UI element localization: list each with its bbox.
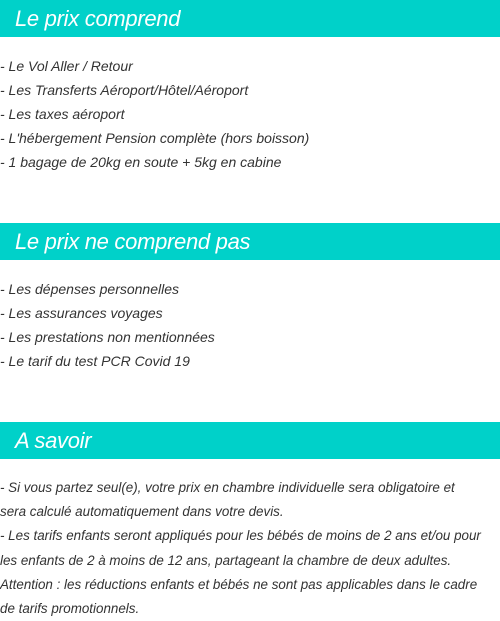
list-item: - Les taxes aéroport — [0, 106, 125, 122]
section-title: A savoir — [15, 427, 92, 453]
section-header-good-to-know — [0, 422, 500, 459]
text-line: les enfants de 2 à moins de 12 ans, partageant la chambre de deux adultes. — [0, 552, 452, 568]
list-item: - Les assurances voyages — [0, 305, 163, 321]
section-title: Le prix ne comprend pas — [15, 228, 251, 254]
text-line: - Si vous partez seul(e), votre prix en chambre individuelle sera obligatoire et — [0, 480, 455, 495]
text-line: - Les tarifs enfants seront appliqués pour les bébés de moins de 2 ans et/ou pour — [0, 528, 481, 544]
list-item: - 1 bagage de 20kg en soute + 5kg en cabine — [0, 154, 282, 170]
list-item: - Les prestations non mentionnées — [0, 329, 215, 345]
good-to-know-text — [0, 476, 500, 621]
included-list — [0, 54, 500, 174]
section-header-not-included — [0, 223, 500, 260]
section-title: Le prix comprend — [15, 5, 181, 31]
text-line: sera calculé automatiquement dans votre devis. — [0, 504, 284, 520]
list-item: - Les dépenses personnelles — [0, 281, 180, 297]
not-included-list — [0, 277, 500, 373]
list-item: - L'hébergement Pension complète (hors boisson) — [0, 130, 310, 146]
section-header-included — [0, 0, 500, 37]
list-item: - Le tarif du test PCR Covid 19 — [0, 353, 190, 369]
list-item: - Le Vol Aller / Retour — [0, 58, 133, 74]
list-item: - Les Transferts Aéroport/Hôtel/Aéroport — [0, 82, 249, 98]
text-line: de tarifs promotionnels. — [0, 601, 140, 617]
text-line: Attention : les réductions enfants et bébés ne sont pas applicables dans le cadre — [0, 576, 478, 592]
